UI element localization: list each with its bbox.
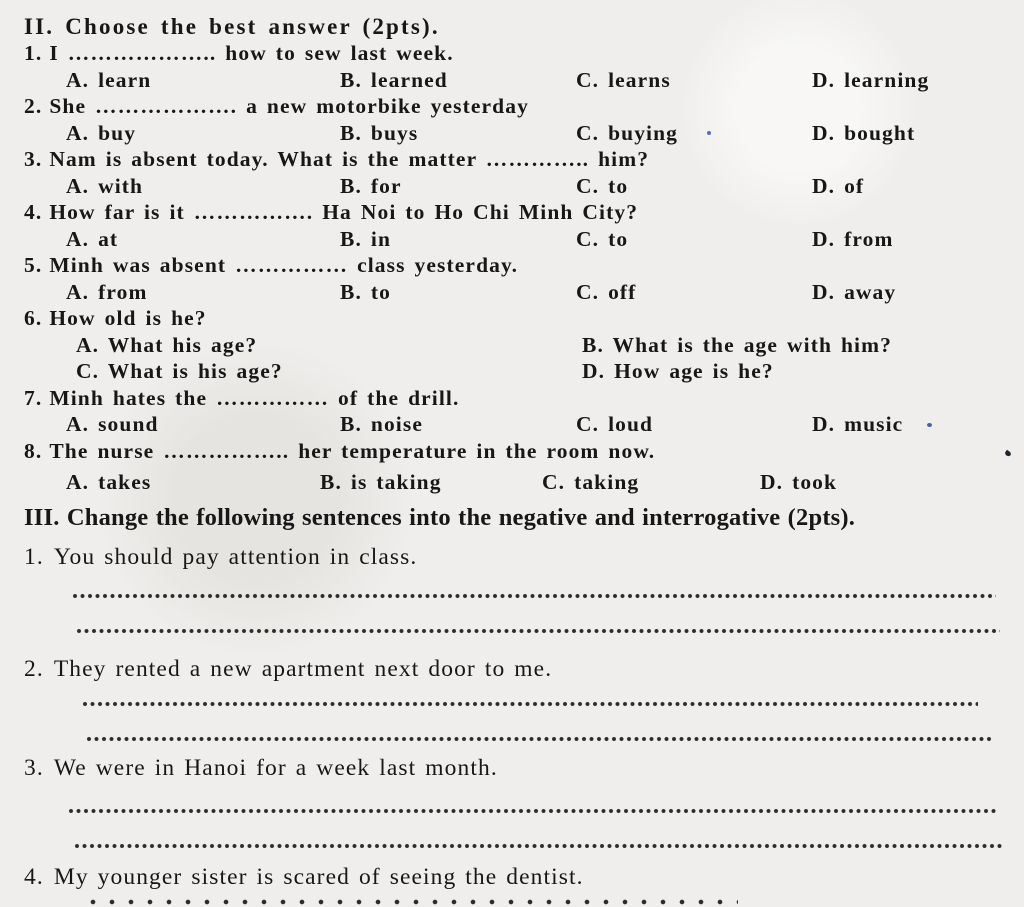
item-number: 2. — [24, 655, 44, 682]
question-line — [24, 385, 1004, 412]
scan-speck — [1004, 450, 1012, 458]
options-row — [24, 358, 1004, 385]
options-row — [24, 411, 1004, 438]
option-a: A. sound — [66, 412, 159, 436]
option-c: C. loud — [576, 412, 654, 436]
question-number: 6. — [24, 306, 43, 330]
option-c: C. to — [576, 173, 629, 198]
option-d: D. music — [812, 412, 904, 436]
option-c: C. buying — [576, 120, 679, 145]
question-text: She ………………. a new motorbike yesterday — [49, 94, 529, 118]
option-a: A. What his age? — [76, 332, 258, 357]
option-a: A. at — [66, 226, 119, 251]
answer-blank-line — [82, 701, 978, 707]
question-number: 1. — [24, 41, 43, 65]
options-row — [24, 120, 1004, 147]
section-2-heading: II. Choose the best answer (2pts). — [24, 14, 440, 39]
question-line — [24, 252, 1004, 279]
question-number: 3. — [24, 147, 43, 171]
options-row — [24, 279, 1004, 306]
question-line — [24, 199, 1004, 226]
question-number: 5. — [24, 253, 43, 277]
option-c: C. taking — [542, 470, 640, 494]
scan-speck — [927, 423, 932, 427]
option-a: A. from — [66, 279, 148, 304]
exercise-sentence — [24, 544, 1004, 571]
exercise-sentence — [24, 656, 1004, 683]
section-2 — [24, 13, 1004, 496]
question-line — [24, 146, 1004, 173]
options-row — [24, 332, 1004, 359]
item-number: 3. — [24, 754, 44, 781]
question-text: The nurse …………….. her temperature in the room now. — [49, 438, 656, 463]
option-a: A. learn — [66, 67, 152, 92]
answer-blank-line — [72, 593, 996, 599]
answer-blank-line — [90, 899, 738, 905]
section-3 — [24, 504, 1004, 905]
question-text: Minh was absent …………… class yesterday. — [49, 253, 519, 277]
option-b: B. in — [340, 226, 392, 251]
answer-blank-line — [74, 843, 1002, 849]
option-c: C. What is his age? — [76, 359, 283, 383]
exercise-sentence — [24, 864, 1004, 891]
question-number: 7. — [24, 385, 43, 410]
question-text: How old is he? — [49, 306, 207, 330]
question-text: Nam is absent today. What is the matter ………….. him? — [49, 147, 650, 171]
option-b: B. buys — [340, 120, 419, 145]
option-c: C. learns — [576, 67, 671, 92]
options-row — [24, 173, 1004, 200]
option-d: D. learning — [812, 67, 930, 92]
item-number: 4. — [24, 863, 44, 890]
item-number: 1. — [24, 543, 44, 570]
option-b: B. to — [340, 279, 391, 304]
options-row — [24, 67, 1004, 94]
option-c: C. to — [576, 226, 629, 251]
question-text: I ……………….. how to sew last week. — [49, 41, 454, 65]
item-text: They rented a new apartment next door to me. — [53, 655, 553, 682]
option-c: C. off — [576, 279, 637, 304]
option-b: B. What is the age with him? — [582, 332, 892, 357]
option-b: B. noise — [340, 412, 423, 436]
answer-blank-line — [86, 736, 994, 742]
answer-blank-line — [76, 628, 1000, 634]
option-a: A. takes — [66, 470, 152, 494]
option-d: D. of — [812, 173, 865, 198]
question-number: 4. — [24, 200, 43, 224]
option-b: B. is taking — [320, 470, 442, 494]
option-a: A. buy — [66, 120, 137, 145]
option-d: D. took — [760, 470, 838, 494]
question-text: Minh hates the …………… of the drill. — [49, 385, 460, 410]
exercise-sentence — [24, 755, 1004, 782]
scan-speck — [707, 131, 711, 135]
option-d: D. bought — [812, 120, 916, 145]
options-row — [24, 469, 1004, 496]
answer-blank-line — [68, 808, 998, 814]
options-row — [24, 226, 1004, 253]
option-a: A. with — [66, 173, 144, 198]
question-line — [24, 438, 1004, 465]
option-b: B. for — [340, 173, 402, 198]
question-number: 8. — [24, 438, 43, 463]
question-line — [24, 40, 1004, 67]
item-text: You should pay attention in class. — [53, 543, 418, 570]
question-text: How far is it ……………. Ha Noi to Ho Chi Minh City? — [49, 200, 639, 224]
section-3-heading: III. Change the following sentences into the negative and interrogative (2pts). — [24, 503, 856, 531]
option-d: D. away — [812, 279, 897, 304]
question-number: 2. — [24, 94, 43, 118]
option-b: B. learned — [340, 67, 448, 92]
option-d: D. How age is he? — [582, 359, 774, 383]
item-text: My younger sister is scared of seeing the dentist. — [53, 863, 584, 890]
item-text: We were in Hanoi for a week last month. — [53, 754, 498, 781]
option-d: D. from — [812, 226, 894, 251]
question-line — [24, 93, 1004, 120]
question-line — [24, 305, 1004, 332]
